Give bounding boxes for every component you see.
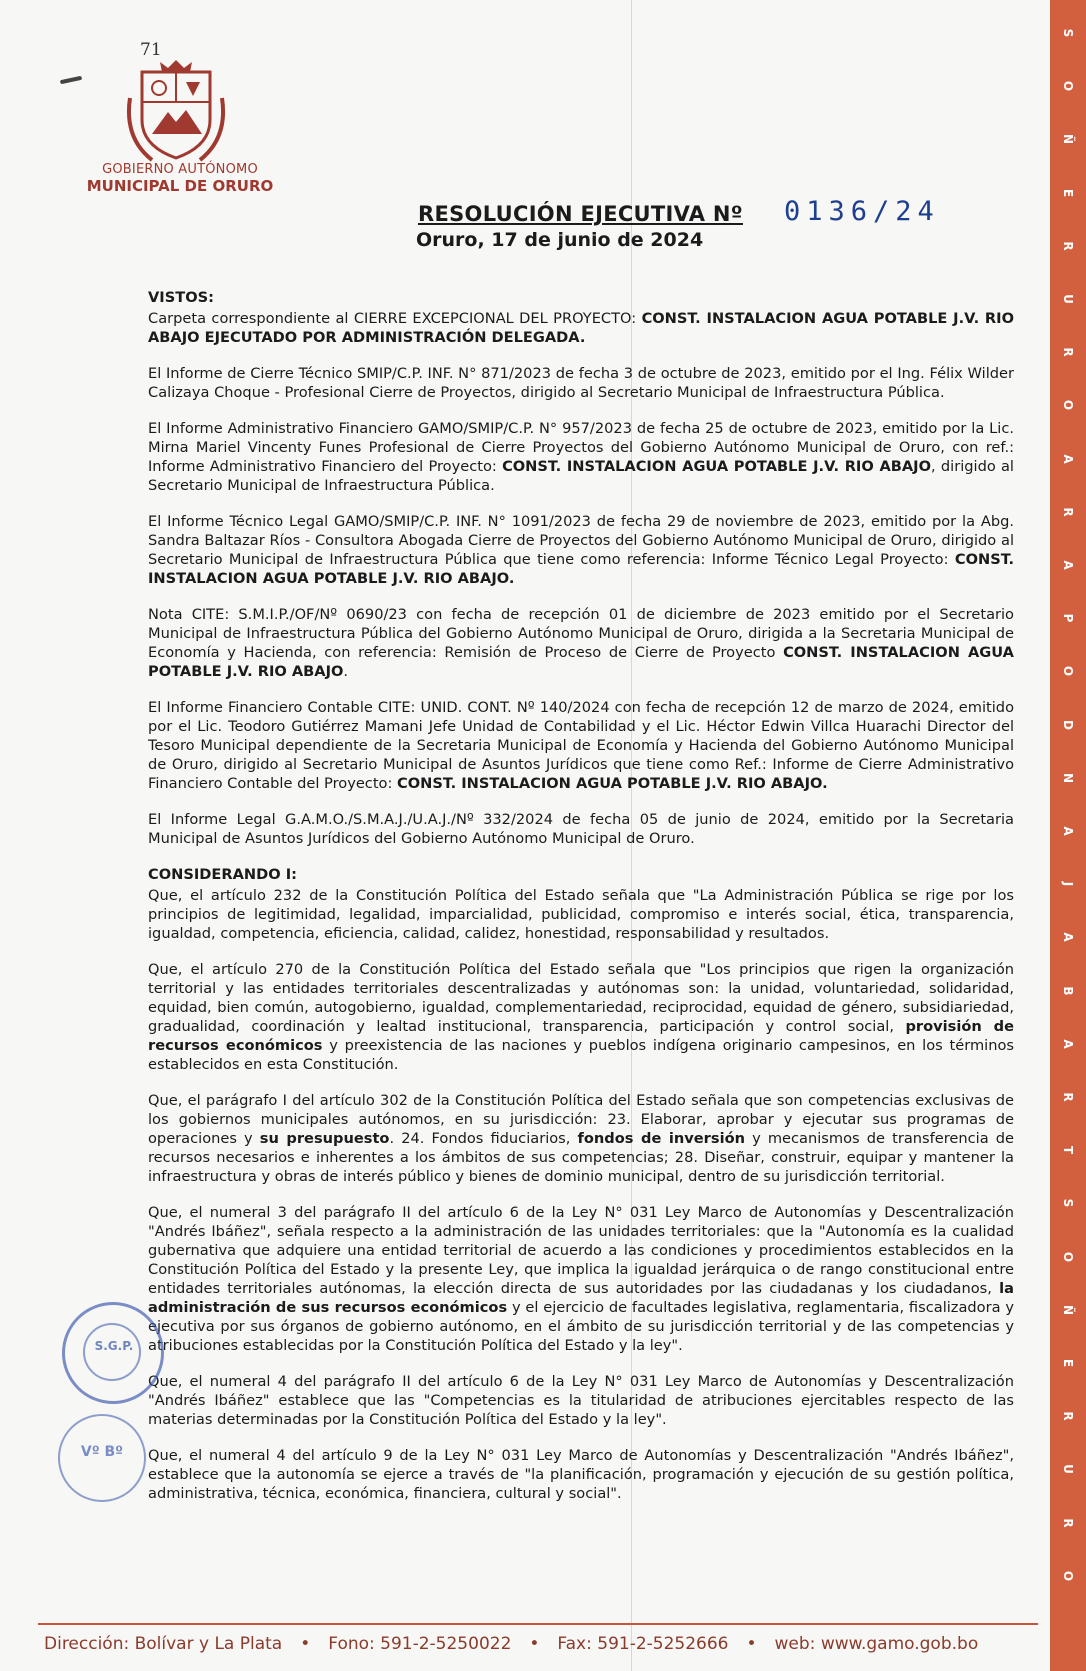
pen-mark (60, 76, 82, 84)
paragraph-5: Nota CITE: S.M.I.P./OF/Nº 0690/23 con fecha de recepción 01 de diciembre de 2023 emitido por el Secretario Municipal de Infraestructura Pública del Gobierno Autónomo Municipal de Oruro, dirigida a la Secretaria Municipal de Economía y Hacienda, con referencia: Remisión de Proceso de Cierre de Proyecto CONST. INSTALACION AGUA POTABLE J.V. RIO ABAJO. (148, 606, 1014, 680)
paragraph-7: El Informe Legal G.A.M.O./S.M.A.J./U.A.J./Nº 332/2024 de fecha 05 de junio de 2024, emitido por la Secretaria Municipal de Asuntos Jurídicos del Gobierno Autónomo Municipal de Oruro. (148, 811, 1014, 847)
sidebar-letter: D (1061, 719, 1075, 730)
vertical-slogan-bar (1050, 0, 1086, 1671)
footer-bullet: • (529, 1634, 540, 1654)
sidebar-letter: S (1061, 28, 1075, 38)
sidebar-letter: B (1061, 986, 1075, 996)
sidebar-letter: R (1061, 347, 1075, 357)
footer-bullet: • (746, 1634, 757, 1654)
sidebar-letter: R (1061, 1411, 1075, 1421)
sidebar-letter: U (1061, 294, 1075, 304)
resolution-title: RESOLUCIÓN EJECUTIVA Nº (418, 202, 743, 226)
sidebar-letter: R (1061, 1092, 1075, 1102)
sidebar-letter: A (1061, 826, 1075, 836)
vistos-heading: VISTOS: (148, 289, 214, 306)
sidebar-letter: A (1061, 453, 1075, 464)
footer-bullet: • (300, 1634, 311, 1654)
sidebar-letter: O (1061, 400, 1075, 411)
sidebar-letter: Ñ (1061, 1304, 1075, 1315)
sidebar-letter: O (1061, 1570, 1075, 1581)
sidebar-letter: A (1061, 932, 1075, 943)
sidebar-letter: A (1061, 1039, 1075, 1049)
document-body (148, 288, 1014, 1520)
paragraph-2: El Informe de Cierre Técnico SMIP/C.P. INF. N° 871/2023 de fecha 3 de octubre de 2023, emitido por el Ing. Félix Wilder Calizaya Choque - Profesional Cierre de Proyectos, dirigido al Secretario Municipal de Infraestructura Pública. (148, 365, 1014, 401)
sidebar-letter: O (1061, 81, 1075, 92)
sidebar-letter: O (1061, 666, 1075, 677)
footer-phone: Fono: 591-2-5250022 (328, 1634, 512, 1654)
stamp-text: S.G.P. (94, 1339, 134, 1353)
page-number: 71 (140, 40, 162, 60)
sidebar-letter: O (1061, 1251, 1075, 1262)
sidebar-letter: R (1061, 241, 1075, 251)
paragraph-13: Que, el numeral 4 del artículo 9 de la Ley N° 031 Ley Marco de Autonomías y Descentralización "Andrés Ibáñez", establece que la autonomía se ejerce a través de "la planificación, programación y ejecución de su gestión política, administrativa, técnica, económica, financiera, cultural y social". (148, 1447, 1014, 1502)
resolution-date: Oruro, 17 de junio de 2024 (416, 229, 704, 251)
sidebar-letter: Ñ (1061, 134, 1075, 145)
paragraph-10: Que, el parágrafo I del artículo 302 de la Constitución Política del Estado señala que son competencias exclusivas de los gobiernos municipales autónomos, en su jurisdicción: 23. Elaborar, aprobar y ejecutar sus programas de operaciones y su presupuesto. 24. Fondos fiduciarios, fondos de inversión y mecanismos de transferencia de recursos necesarios e inherentes a los ámbitos de sus competencias; 28. Diseñar, construir, equipar y mantener la infraestructura y obras de interés público y bienes de dominio municipal, dentro de su jurisdicción territorial. (148, 1092, 1014, 1185)
sidebar-letter: J (1061, 881, 1075, 887)
sidebar-letter: R (1061, 507, 1075, 517)
gov-line2: MUNICIPAL DE ORURO (86, 177, 274, 195)
resolution-number: 0136/24 (784, 196, 940, 227)
paragraph-3: El Informe Administrativo Financiero GAMO/SMIP/C.P. N° 957/2023 de fecha 25 de octubre de 2023, emitido por la Lic. Mirna Mariel Vincenty Funes Profesional de Cierre Proyectos del Gobierno Autónomo Municipal de Oruro, con ref.: Informe Administrativo Financiero del Proyecto: CONST. INSTALACION AGUA POTABLE J.V. RIO ABAJO, dirigido al Secretario Municipal de Infraestructura Pública. (148, 420, 1014, 494)
approval-stamp (58, 1414, 146, 1502)
footer-address: Dirección: Bolívar y La Plata (44, 1634, 283, 1654)
sidebar-letter: S (1061, 1199, 1075, 1208)
sidebar-letter: T (1061, 1146, 1075, 1155)
footer (44, 1634, 1044, 1654)
sidebar-letter: E (1061, 188, 1075, 197)
municipal-crest-icon (122, 58, 230, 168)
paragraph-12: Que, el numeral 4 del parágrafo II del artículo 6 de la Ley N° 031 Ley Marco de Autonomías y Descentralización "Andrés Ibáñez" establece que las "Competencias es la titularidad de atribuciones ejercitables respecto de las materias determinadas por la Constitución Política del Estado y la ley". (148, 1373, 1014, 1428)
paragraph-9: Que, el artículo 270 de la Constitución Política del Estado señala que "Los principios que rigen la organización territorial y las entidades territoriales descentralizadas y autónomas son: la unidad, voluntariedad, solidaridad, equidad, bien común, autogobierno, igualdad, complementariedad, reciprocidad, equidad de género, subsidiariedad, gradualidad, coordinación y lealtad institucional, transparencia, participación y control social, provisión de recursos económicos y preexistencia de las naciones y pueblos indígena originario campesinos, en los términos establecidos en esta Constitución. (148, 961, 1015, 1073)
sidebar-letter: E (1061, 1358, 1075, 1368)
footer-divider (38, 1623, 1038, 1625)
official-stamp (62, 1302, 164, 1404)
gov-line1: GOBIERNO AUTÓNOMO (102, 162, 258, 177)
paragraph-8: Que, el artículo 232 de la Constitución Política del Estado señala que "La Administración Pública se rige por los principios de legitimidad, legalidad, imparcialidad, publicidad, compromiso e interés social, ética, transparencia, igualdad, competencia, eficiencia, calidad, calidez, honestidad, responsabilidad y resultados. (148, 887, 1014, 942)
sidebar-letter: U (1061, 1464, 1075, 1475)
paragraph-4: El Informe Técnico Legal GAMO/SMIP/C.P. INF. N° 1091/2023 de fecha 29 de noviembre de 2023, emitido por la Abg. Sandra Baltazar Ríos - Consultora Abogada Cierre de Proyectos del Gobierno Autónomo Municipal de Oruro, dirigido al Secretario Municipal de Infraestructura Pública que tiene como referencia: Informe Técnico Legal Proyecto: CONST. INSTALACION AGUA POTABLE J.V. RIO ABAJO. (148, 513, 1014, 587)
sidebar-letter: A (1061, 560, 1075, 570)
paragraph-11: Que, el numeral 3 del parágrafo II del artículo 6 de la Ley N° 031 Ley Marco de Autonomías y Descentralización "Andrés Ibáñez", señala respecto a la administración de las unidades territoriales: que la "Autonomía es la cualidad gubernativa que adquiere una entidad territorial de acuerdo a las condiciones y procedimientos establecidos en la Constitución Política del Estado y la presente Ley, que implica la igualdad jerárquica o de rango constitucional entre entidades territoriales autónomas, la elección directa de sus autoridades por las ciudadanas y los ciudadanos, la administración de sus recursos económicos y el ejercicio de facultades legislativa, reglamentaria, fiscalizadora y ejecutiva por sus órganos de gobierno autónomo, en el ámbito de su jurisdicción territorial y de las competencias y atribuciones establecidas por la Constitución Política del Estado y la ley". (148, 1204, 1015, 1354)
footer-web[interactable]: web: www.gamo.gob.bo (774, 1634, 979, 1654)
paragraph-1: Carpeta correspondiente al CIERRE EXCEPCIONAL DEL PROYECTO: CONST. INSTALACION AGUA POTABLE J.V. RIO ABAJO EJECUTADO POR ADMINISTRACIÓN DELEGADA. (148, 310, 1015, 346)
sidebar-letter: N (1061, 772, 1075, 783)
paragraph-6: El Informe Financiero Contable CITE: UNID. CONT. Nº 140/2024 con fecha de recepción 12 de marzo de 2024, emitido por el Lic. Teodoro Gutiérrez Mamani Jefe Unidad de Contabilidad y el Lic. Héctor Edwin Villca Huarachi Director del Tesoro Municipal dependiente de la Secretaria Municipal de Economía y Hacienda del Gobierno Autónomo Municipal de Oruro, dirigido al Secretario Municipal de Asuntos Jurídicos que tiene como Ref.: Informe de Cierre Administrativo Financiero Contable del Proyecto: CONST. INSTALACION AGUA POTABLE J.V. RIO ABAJO. (148, 699, 1014, 792)
sidebar-letter: P (1061, 613, 1075, 623)
footer-fax: Fax: 591-2-5252666 (557, 1634, 729, 1654)
sidebar-letter: R (1061, 1517, 1075, 1528)
approval-stamp-text: Vº Bº (80, 1444, 124, 1460)
considerando-heading: CONSIDERANDO I: (148, 866, 297, 883)
